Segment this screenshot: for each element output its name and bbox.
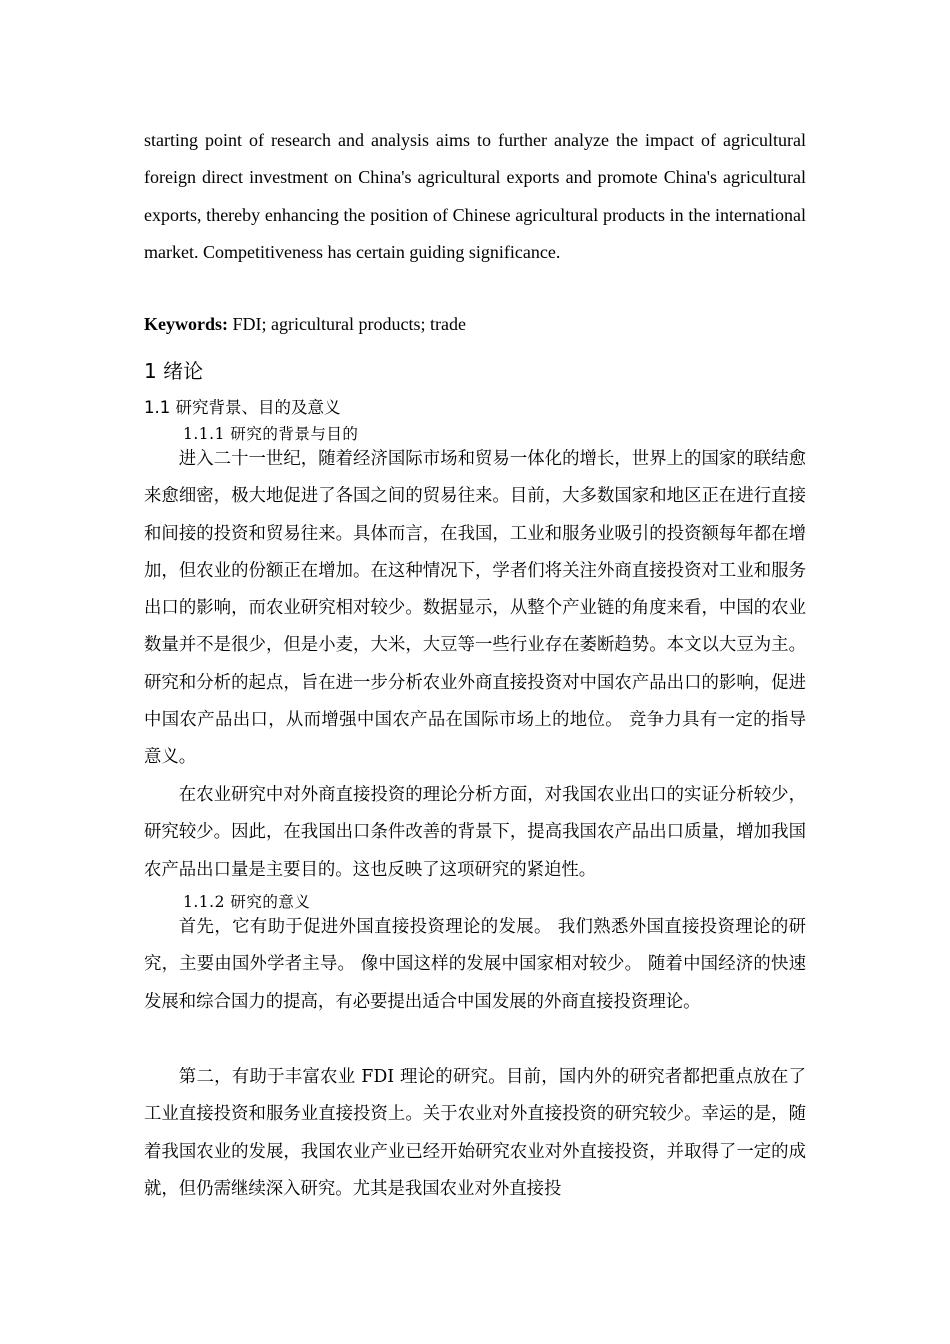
chapter-heading: 1 绪论 [144,359,204,383]
keywords-label: Keywords: [144,314,228,334]
keywords-value: FDI; agricultural products; trade [228,314,466,334]
paragraph-urgency: 在农业研究中对外商直接投资的理论分析方面，对我国农业出口的实证分析较少，研究较少。因此，在我国出口条件改善的背景下，提高我国农产品出口质量，增加我国农产品出口量是主要目的。这也反映了这项研究的紧迫性。 [144,785,806,880]
subsection-heading-1-1-1: 1.1.1 研究的背景与目的 [183,425,359,443]
subsection-heading-1-1-2: 1.1.2 研究的意义 [183,893,311,911]
abstract-english-text: starting point of research and analysis aims to further analyze the impact of agricultural foreign direct investment on China's agricultural exports and promote China's agricultural exports, thereby enhancing the position of Chinese agricultural products in the international market. Competitiveness has certain guiding significance. [144,130,806,263]
section-heading-1-1: 1.1 研究背景、目的及意义 [144,398,341,417]
paragraph-background: 进入二十一世纪，随着经济国际市场和贸易一体化的增长，世界上的国家的联结愈来愈细密，极大地促进了各国之间的贸易往来。目前，大多数国家和地区正在进行直接和间接的投资和贸易往来。具体而言，在我国，工业和服务业吸引的投资额每年都在增加，但农业的份额正在增加。在这种情况下，学者们将关注外商直接投资对工业和服务出口的影响，而农业研究相对较少。数据显示，从整个产业链的角度来看，中国的农业数量并不是很少，但是小麦，大米，大豆等一些行业存在萎断趋势。本文以大豆为主。 研究和分析的起点，旨在进一步分析农业外商直接投资对中国农产品出口的影响，促进中国农产品出口，从而增强中国农产品在国际市场上的地位。 竞争力具有一定的指导意义。 [144,449,806,768]
paragraph-significance-second: 第二，有助于丰富农业 FDI 理论的研究。目前，国内外的研究者都把重点放在了工业直接投资和服务业直接投资上。关于农业对外直接投资的研究较少。幸运的是，随着我国农业的发展，我国农业产业已经开始研究农业对外直接投资，并取得了一定的成就，但仍需继续深入研究。尤其是我国农业对外直接投 [144,1067,806,1199]
paragraph-significance-first: 首先，它有助于促进外国直接投资理论的发展。 我们熟悉外国直接投资理论的研究，主要由国外学者主导。 像中国这样的发展中国家相对较少。 随着中国经济的快速发展和综合国力的提高，有必要提出适合中国发展的外商直接投资理论。 [144,917,806,1012]
keywords-line [144,312,806,336]
